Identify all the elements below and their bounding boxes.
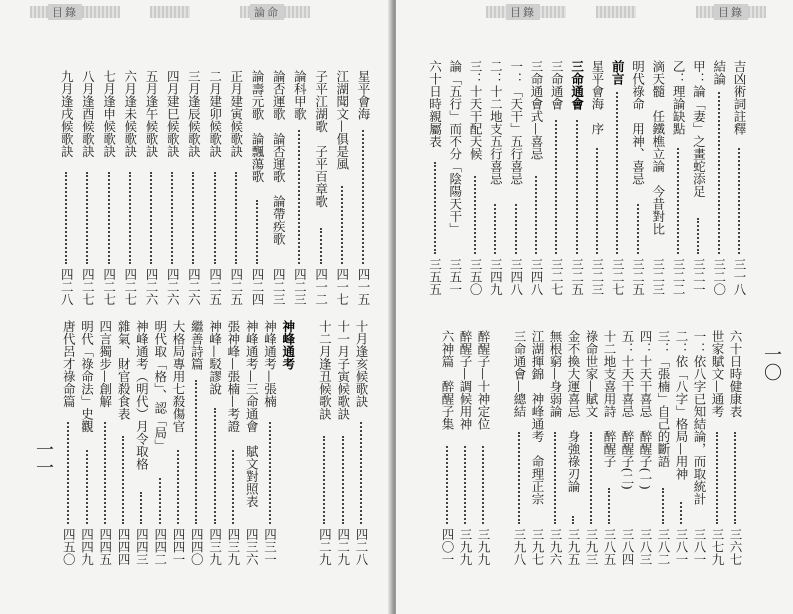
header-mark: 目錄: [48, 4, 82, 20]
leader-dots: [680, 502, 684, 524]
toc-page-number: 三二七: [549, 258, 565, 296]
toc-entry-title: 星平會海 序: [589, 60, 605, 135]
toc-entry-title: 六月逢未候歌訣: [122, 70, 138, 158]
toc-entry-title: 唐代呂才祿命篇: [61, 320, 77, 408]
leader-dots: [122, 436, 126, 524]
toc-entry-title: 雜氣、財官殺食表: [116, 320, 132, 420]
page-number: 一一: [33, 440, 54, 476]
toc-page-number: 四四四: [116, 528, 132, 566]
toc-entry-title: 金不換大運喜忌 身強祿刃論: [566, 330, 581, 493]
toc-page-number: 四二三: [271, 268, 287, 306]
toc-entry-title: 神峰通考—三命通會 賦文對照表: [244, 320, 260, 508]
leader-dots: [637, 204, 641, 254]
toc-entry-title: 六神篇 醉醒子集: [440, 330, 455, 430]
toc-entry-title: 五月逢午候歌訣: [144, 70, 159, 158]
leader-dots: [341, 186, 345, 264]
toc-page-number: 三四八: [508, 258, 524, 296]
toc-page-number: 三二二: [671, 258, 687, 296]
toc-section-heading: 前言: [610, 60, 626, 85]
toc-entry-title: 江湖揮錦 神峰通考 命理正宗: [530, 330, 545, 505]
toc-page-number: 三七九: [710, 528, 725, 566]
toc-entry-title: 二月建卯候歌訣: [207, 70, 223, 158]
toc-page-number: 四二九: [317, 528, 333, 566]
left-page: [0, 0, 392, 614]
header-mark: 目錄: [714, 4, 748, 20]
toc-entry-title: 醉醒子—調候用神: [458, 330, 473, 430]
toc-entry-title: 乙：理論缺點: [671, 60, 687, 135]
leader-dots: [232, 450, 236, 524]
leader-dots: [171, 172, 175, 264]
leader-dots: [269, 422, 273, 524]
toc-entry-title: 二：依「八字」格局—用神: [674, 330, 689, 480]
header-band: [150, 6, 190, 18]
toc-page-number: 四四九: [79, 528, 95, 566]
right-page: [396, 0, 793, 614]
leader-dots: [434, 162, 438, 254]
leader-dots: [86, 172, 90, 264]
toc-page-number: 四二六: [165, 268, 181, 306]
leader-dots: [86, 450, 90, 524]
toc-entry-title: 十一月子寅候歌訣: [335, 320, 351, 420]
toc-entry-title: 繼善詩篇: [189, 320, 205, 370]
toc-entry-title: 無根窮—身弱論: [548, 330, 563, 418]
toc-entry-title: 子平江湖歌 子平百章歌: [313, 70, 329, 208]
toc-entry-title: 滴天髓 任鐵樵立論 今昔對比: [650, 60, 666, 235]
toc-section-heading: 神峰通考: [280, 320, 296, 370]
toc-page-number: 三五五: [427, 258, 443, 296]
leader-dots: [177, 450, 181, 524]
toc-entry-title: 三月逢辰候歌訣: [186, 70, 202, 158]
leader-dots: [140, 492, 144, 524]
toc-entry-title: 明代「祿命法」史觀: [79, 320, 95, 433]
toc-entry-title: 甲：論「妻」之畫蛇添足: [691, 60, 707, 198]
leader-dots: [718, 92, 722, 254]
toc-entry-title: 七月逢申候歌訣: [101, 70, 117, 158]
toc-entry-title: 三命通會式—喜忌: [529, 60, 544, 160]
toc-entry-title: 論科甲歌: [292, 70, 308, 120]
toc-page-number: 三二三: [589, 258, 605, 296]
toc-page-number: 四二七: [122, 268, 138, 306]
toc-page-number: 四四二: [152, 528, 168, 566]
toc-page-number: 三八四: [620, 528, 635, 566]
leader-dots: [515, 204, 519, 254]
toc-page-number: 三九八: [512, 528, 527, 566]
leader-dots: [535, 176, 539, 254]
toc-entry-title: 三：「張楠」自己的斷語: [656, 330, 671, 468]
page-number: 一〇: [761, 345, 782, 381]
leader-dots: [214, 172, 218, 264]
leader-dots: [555, 120, 559, 254]
toc-page-number: 四二八: [59, 268, 75, 306]
toc-entry-title: 祿命世家—賦文: [584, 330, 599, 418]
toc-entry-title: 論否運歌 論否運歌 論帶疾歌: [271, 70, 287, 245]
toc-entry-title: 十二地支喜用詩 醉醒子: [602, 330, 617, 468]
leader-dots: [716, 432, 720, 524]
leader-dots: [616, 92, 620, 254]
toc-entry-title: 星平會海: [356, 70, 371, 120]
toc-page-number: 四二八: [354, 528, 369, 566]
toc-page-number: 三一八: [732, 258, 747, 296]
toc-entry-title: 神峰通考（明代）月令取格: [134, 320, 150, 470]
toc-page-number: 四三九: [207, 528, 223, 566]
toc-entry-title: 一：依八字已知結論，而取統計: [692, 330, 707, 505]
toc-entry-title: 神峰通考—張楠: [262, 320, 278, 408]
leader-dots: [446, 446, 450, 524]
header-mark: 論命: [250, 4, 284, 20]
leader-dots: [235, 172, 239, 264]
toc-page-number: 三八二: [656, 528, 671, 566]
toc-entry-title: 四言獨步—創解: [97, 320, 113, 408]
leader-dots: [734, 432, 738, 524]
leader-dots: [67, 422, 71, 524]
toc-page-number: 三五一: [447, 258, 463, 296]
leader-dots: [256, 200, 260, 264]
toc-entry-title: 世家賦文—通考: [710, 330, 725, 418]
toc-entry-title: 明代祿命 用神、喜忌: [630, 60, 646, 185]
toc-page-number: 三九七: [530, 528, 545, 566]
toc-section-heading: 三命通會: [569, 60, 585, 110]
toc-page-number: 四二三: [292, 268, 308, 306]
toc-page-number: 四四〇: [189, 528, 205, 566]
toc-page-number: 四三六: [244, 528, 260, 566]
toc-page-number: 四三九: [225, 528, 241, 566]
toc-entry-title: 六十日時親屬表: [427, 60, 443, 148]
toc-page-number: 三八三: [638, 528, 653, 566]
leader-dots: [342, 436, 346, 524]
toc-entry-title: 正月建寅候歌訣: [228, 70, 244, 158]
leader-dots: [596, 148, 600, 254]
leader-dots: [129, 172, 133, 264]
toc-page-number: 三二一: [691, 258, 707, 296]
toc-page-number: 四〇一: [440, 528, 455, 566]
toc-entry-title: 三：十天干配天候: [468, 60, 484, 160]
toc-page-number: 三九九: [476, 528, 491, 566]
toc-page-number: 四四一: [171, 528, 186, 566]
toc-entry-title: 一：「天干」五行喜忌: [508, 60, 524, 185]
leader-dots: [518, 432, 522, 524]
toc-page-number: 三八五: [602, 528, 617, 566]
leader-dots: [104, 422, 108, 524]
leader-dots: [474, 176, 478, 254]
leader-dots: [108, 172, 112, 264]
toc-page-number: 四二六: [144, 268, 159, 306]
header-band: [596, 6, 636, 18]
toc-entry-title: 十二月逢丑候歌訣: [317, 320, 333, 420]
toc-page-number: 四一五: [356, 268, 371, 306]
leader-dots: [362, 130, 366, 264]
leader-dots: [677, 148, 681, 254]
leader-dots: [298, 130, 302, 264]
toc-entry-title: 四月建巳候歌訣: [165, 70, 181, 158]
toc-entry-title: 十月逢亥候歌訣: [354, 320, 369, 408]
leader-dots: [662, 488, 666, 524]
toc-entry-title: 結論: [711, 60, 727, 85]
toc-page-number: 三六七: [728, 528, 743, 566]
leader-dots: [554, 432, 558, 524]
toc-entry-title: 六十日時健康表: [728, 330, 743, 418]
leader-dots: [576, 120, 580, 254]
toc-page-number: 三二三: [650, 258, 666, 296]
toc-entry-title: 二：十二地支五行喜忌: [488, 60, 504, 185]
toc-page-number: 四二四: [250, 268, 265, 306]
toc-page-number: 三九三: [584, 528, 599, 566]
toc-entry-title: 五：十天干喜忌 醉醒子(二): [620, 330, 635, 490]
toc-entry-title: 明代取「格」、認「局」: [152, 320, 168, 452]
leader-dots: [360, 422, 364, 524]
toc-entry-title: 論「五行」而不分「陰陽天干」: [447, 60, 463, 235]
toc-page-number: 三五〇: [468, 258, 484, 296]
leader-dots: [482, 446, 486, 524]
leader-dots: [608, 488, 612, 524]
toc-page-number: 四四三: [134, 528, 150, 566]
toc-page-number: 四三一: [262, 528, 278, 566]
toc-page-number: 三四九: [488, 258, 504, 296]
toc-page-number: 四四五: [97, 528, 113, 566]
toc-page-number: 三九九: [458, 528, 473, 566]
toc-page-number: 三八一: [674, 528, 689, 566]
toc-entry-title: 江湖聞文—俱是風: [334, 70, 350, 170]
leader-dots: [697, 218, 701, 254]
leader-dots: [192, 172, 196, 264]
toc-page-number: 四五〇: [61, 528, 77, 566]
toc-entry-title: 醉醒子—十神定位: [476, 330, 491, 430]
toc-page-number: 三九五: [566, 528, 581, 566]
leader-dots: [572, 516, 576, 524]
toc-entry-title: 四：十天干喜忌 醉醒子(一): [638, 330, 653, 490]
toc-page-number: 四一二: [313, 268, 329, 306]
toc-page-number: 三二〇: [711, 258, 727, 296]
toc-page-number: 四二九: [335, 528, 351, 566]
toc-entry-title: 三命通會—總結: [512, 330, 527, 418]
toc-page-number: 四二五: [228, 268, 244, 306]
leader-dots: [150, 172, 154, 264]
leader-dots: [320, 228, 324, 264]
toc-page-number: 三二七: [610, 258, 626, 296]
leader-dots: [323, 436, 327, 524]
leader-dots: [494, 204, 498, 254]
toc-entry-title: 大格局專用七殺傷官: [171, 320, 186, 433]
toc-entry-title: 張神峰—張楠—考證: [225, 320, 241, 433]
leader-dots: [65, 172, 69, 264]
toc-page-number: 四一七: [334, 268, 350, 306]
toc-entry-title: 論壽元歌 論飄蕩歌: [250, 70, 265, 183]
toc-entry-title: 吉凶術詞註釋: [732, 60, 747, 135]
leader-dots: [159, 478, 163, 524]
toc-entry-title: 神峰—駁謬說: [207, 320, 223, 395]
toc-page-number: 三四八: [529, 258, 544, 296]
toc-page-number: 三二五: [630, 258, 646, 296]
leader-dots: [195, 380, 199, 524]
toc-entry-title: 八月逢酉候歌訣: [80, 70, 96, 158]
toc-page-number: 三二五: [569, 258, 585, 296]
toc-page-number: 四二七: [101, 268, 117, 306]
toc-entry-title: 九月逢戌候歌訣: [59, 70, 75, 158]
header-mark: 目錄: [506, 4, 540, 20]
toc-page-number: 四二五: [207, 268, 223, 306]
leader-dots: [738, 148, 742, 254]
toc-page-number: 三九六: [548, 528, 563, 566]
leader-dots: [464, 446, 468, 524]
leader-dots: [214, 408, 218, 524]
toc-entry-title: 三命通會: [549, 60, 565, 110]
toc-page-number: 四二六: [186, 268, 202, 306]
leader-dots: [590, 432, 594, 524]
toc-page-number: 三八一: [692, 528, 707, 566]
toc-page-number: 四二七: [80, 268, 96, 306]
